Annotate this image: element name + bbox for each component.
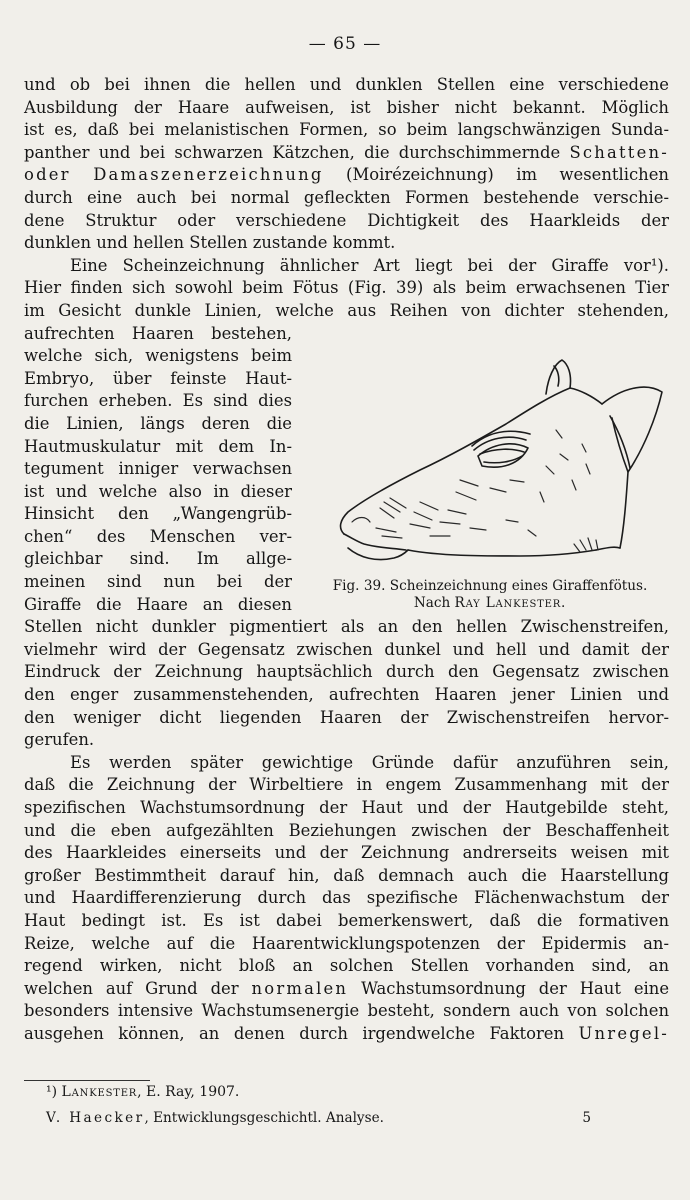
spaced-word: oder (24, 165, 71, 185)
text-line: Embryo, über feinste Haut- (24, 368, 292, 388)
text-line: Es werden später gewichtige Gründe dafür anzuführen sein, (70, 752, 669, 772)
text-line: Hier finden sich sowohl beim Fötus (Fig. 39) als beim erwachsenen Tier (24, 278, 669, 298)
text-line: Haut bedingt ist. Es ist dabei bemerkenswert, daß die formativen (24, 910, 669, 930)
text-line: die Linien, längs deren die (24, 413, 292, 433)
text-line: und Haardifferenzierung durch das spezifische Flächenwachstum der (24, 888, 669, 908)
giraffe-fetus-head-illustration (310, 352, 670, 572)
spaced-word: normalen (251, 978, 349, 998)
figure-caption (310, 578, 670, 612)
text-line: tegument inniger verwachsen (24, 459, 292, 479)
text-line: den weniger dicht liegenden Haaren der Zwischenstreifen hervor- (24, 707, 669, 727)
text-line: daß die Zeichnung der Wirbeltiere in engem Zusammenhang mit der (24, 775, 669, 795)
text-line: gleichbar sind. Im allge- (24, 549, 292, 569)
text-line: dene Struktur oder verschiedene Dichtigkeit des Haarkleids der (24, 210, 669, 230)
text-line: regend wirken, nicht bloß an solchen Stellen vorhanden sind, an (24, 956, 669, 976)
spaced-word: Schatten- (569, 142, 669, 162)
text-line: im Gesicht dunkle Linien, welche aus Reihen von dichter stehenden, (24, 300, 669, 320)
text-line: furchen erheben. Es sind dies (24, 391, 292, 411)
text-line: oder Damaszenerzeichnung (Moirézeichnung) im wesentlichen (24, 165, 669, 185)
text-line: Hinsicht den „Wangengrüb- (24, 504, 292, 524)
figure-39 (310, 352, 670, 620)
text-line: und ob bei ihnen die hellen und dunklen Stellen eine verschiedene (24, 75, 669, 94)
text-line: und die eben aufgezählten Beziehungen zwischen der Beschaffenheit (24, 820, 669, 840)
text-line: gerufen. (24, 730, 95, 750)
text-line: großer Bestimmtheit darauf hin, daß demnach auch die Haarstellung (24, 865, 669, 885)
text-line: dunklen und hellen Stellen zustande kommt. (24, 233, 396, 253)
text-line: Stellen nicht dunkler pigmentiert als an den hellen Zwischenstreifen, (24, 617, 669, 637)
text-line: Reize, welche auf die Haarentwicklungspotenzen der Epidermis an- (24, 933, 669, 953)
text-line: besonders intensive Wachstumsenergie besteht, sondern auch von solchen (24, 1001, 669, 1021)
page-number: — 65 — (308, 34, 382, 54)
spaced-word: Unregel- (578, 1023, 669, 1043)
text-line: den enger zusammenstehenden, aufrechten Haaren jener Linien und (24, 685, 669, 705)
running-footer (46, 1109, 591, 1127)
text-line: aufrechten Haaren bestehen, (24, 323, 292, 343)
sheet-signature: 5 (582, 1110, 591, 1126)
text-line: meinen sind nun bei der (24, 572, 292, 592)
footer-author: V. Haecker (46, 1110, 145, 1126)
text-line: Eindruck der Zeichnung hauptsächlich durch den Gegensatz zwischen (24, 662, 669, 682)
text-line: Eine Scheinzeichnung ähnlicher Art liegt bei der Giraffe vor¹). (70, 255, 669, 275)
caption-line: Nach Ray Lankester. (413, 595, 567, 611)
footnote-divider (24, 1080, 150, 1081)
caption-author: Ray Lankester. (454, 595, 567, 611)
text-line: Giraffe die Haare an diesen (24, 594, 292, 614)
footnote-author: Lankester (61, 1084, 138, 1100)
text-line: panther und bei schwarzen Kätzchen, die durchschimmernde Schatten- (24, 142, 669, 162)
footnote: ¹) Lankester, E. Ray, 1907. (46, 1084, 240, 1100)
text-line: ist und welche also in dieser (24, 481, 292, 501)
text-line: ausgehen können, an denen durch irgendwelche Faktoren Unregel- (24, 1023, 669, 1043)
text-line: des Haarkleides einerseits und der Zeichnung andrerseits weisen mit (24, 843, 669, 863)
text-line: chen“ des Menschen ver- (24, 526, 292, 546)
text-line: welche sich, wenigstens beim (24, 346, 292, 366)
footer-title: , Entwicklungsgeschichtl. Analyse. (144, 1110, 384, 1126)
text-line: spezifischen Wachstumsordnung der Haut und der Hautgebilde steht, (24, 798, 669, 817)
caption-line: Fig. 39. Scheinzeichnung eines Giraffenfötus. (332, 578, 648, 594)
text-line: durch eine auch bei normal gefleckten Formen bestehende verschie- (24, 187, 669, 207)
text-line: vielmehr wird der Gegensatz zwischen dunkel und hell und damit der (24, 639, 669, 659)
text-line: ist es, daß bei melanistischen Formen, so beim langschwänzigen Sunda- (24, 120, 669, 140)
text-line: welchen auf Grund der normalen Wachstumsordnung der Haut eine (24, 978, 670, 998)
text-line: Hautmuskulatur mit dem In- (24, 436, 292, 456)
spaced-word: Damaszenerzeichnung (93, 165, 324, 185)
text-line: Ausbildung der Haare aufweisen, ist bisher nicht bekannt. Möglich (24, 97, 669, 117)
